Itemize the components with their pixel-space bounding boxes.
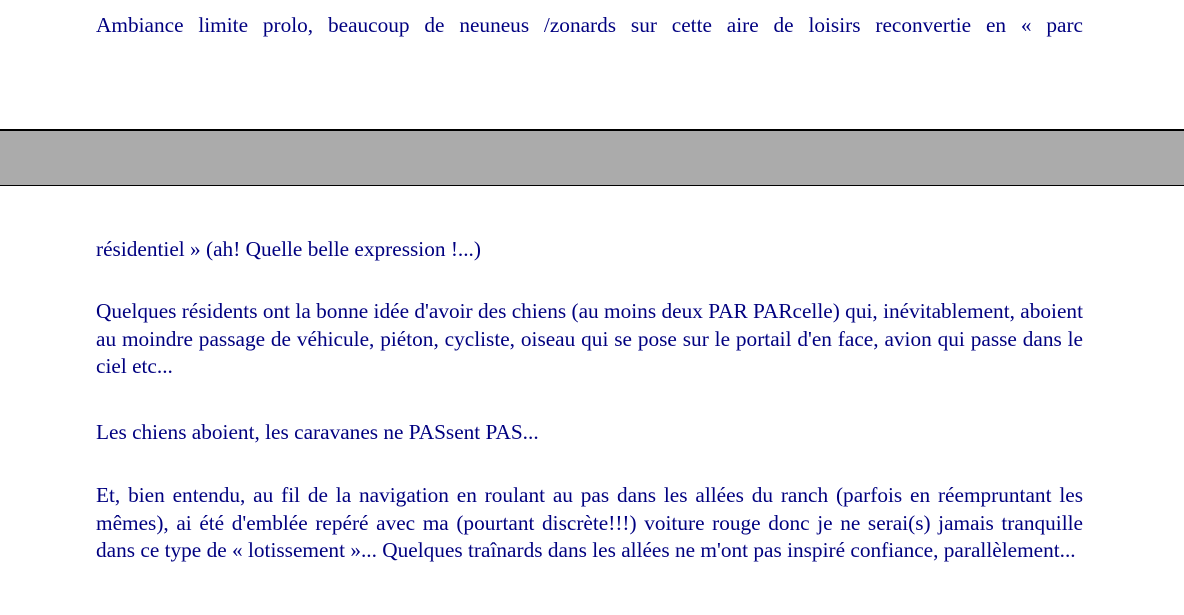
page-break-separator	[0, 129, 1184, 186]
paragraph-residentiel: résidentiel » (ah! Quelle belle expression !...)	[96, 237, 481, 261]
paragraph-caravanes: Les chiens aboient, les caravanes ne PASsent PAS...	[96, 420, 539, 444]
paragraph-chiens-residents: Quelques résidents ont la bonne idée d'avoir des chiens (au moins deux PAR PARcelle) qui, inévitablement, aboient au moindre passage de véhicule, piéton, cycliste, oiseau qui se pose sur le portail d'en face, avion qui passe dans le ciel etc...	[96, 299, 1083, 378]
paragraph-navigation-ranch: Et, bien entendu, au fil de la navigation en roulant au pas dans les allées du ranch (parfois en réempruntant les mêmes), ai été d'emblée repéré avec ma (pourtant discrète!!!) voiture rouge donc je ne serai(s) jamais tranquille dans ce type de « lotissement »... Quelques traînards dans les allées ne m'ont pas inspiré confiance, parallèlement...	[96, 483, 1083, 562]
paragraph-ambiance: Ambiance limite prolo, beaucoup de neuneus /zonards sur cette aire de loisirs reconvertie en « parc	[96, 13, 1083, 37]
document-page-top	[0, 0, 1184, 130]
